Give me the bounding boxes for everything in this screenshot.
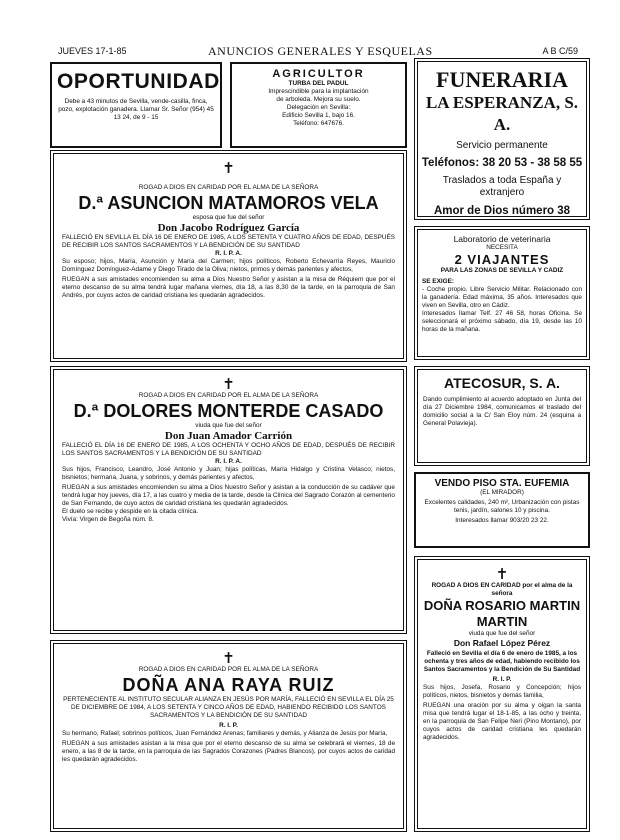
- obituary-rip: R. I. P. A.: [215, 250, 242, 257]
- lab-viajantes: 2 VIAJANTES: [454, 252, 550, 267]
- funeraria-phones: Teléfonos: 38 20 53 - 38 58 55: [421, 157, 583, 169]
- obituary-rip: R. I. P.: [492, 676, 512, 683]
- obituary-duel: El duelo se recibe y despide en la citada clínica.: [62, 508, 199, 515]
- obituary-death: FALLECIÓ EL DÍA 16 DE ENERO DE 1985, A LOS OCHENTA Y OCHO AÑOS DE EDAD, DESPUÉS DE RECIBIR LOS SANTOS SACRAMENTOS Y LA BENDICIÓN DE SU SANTIDAD: [62, 442, 395, 457]
- ad-agricultor-title: AGRICULTOR: [272, 68, 365, 80]
- obituary-family: Sus hijos, Francisco, Leandro, José Antonio y Juan; hijas políticas, María Hidalgo y Cristina Velasco; nietos, bisnietos; hermana, Juana, y sobrinos, y demás parientes y afectos,: [62, 466, 395, 481]
- ad-oportunidad: [50, 62, 222, 148]
- obituary-asuncion-matamoros: [50, 150, 407, 362]
- obituary-name: DOÑA ANA RAYA RUIZ: [122, 675, 335, 695]
- funeraria-address: Amor de Dios número 38: [433, 205, 571, 217]
- obituary-spouse-intro: viuda que fue del señor: [195, 422, 262, 429]
- ad-vendo-piso: [414, 472, 590, 548]
- piso-contact: Interesados llamar 903/20 23 22.: [455, 517, 549, 524]
- obituary-dolores-monterde: [50, 366, 407, 634]
- ad-laboratorio: [414, 226, 590, 360]
- obituary-rip: R. I. P.: [219, 722, 238, 729]
- page-header: [58, 44, 578, 58]
- piso-text: Excelentes calidades, 240 m², Urbanización con pistas tenis, jardín, salones 10 y piscina.: [424, 499, 580, 514]
- obituary-intro: ROGAD A DIOS EN CARIDAD POR EL ALMA DE LA SEÑORA: [138, 184, 319, 191]
- obituary-rip: R. I. P. A.: [215, 458, 242, 465]
- ad-agricultor: [230, 62, 407, 148]
- obituary-spouse: Don Juan Amador Carrión: [164, 430, 293, 442]
- ad-oportunidad-text: Debe a 43 minutos de Sevilla, vende-casilla, finca, pozo, explotación ganadera. Llamar Sr. Señor (954) 45 13 24, de 9 - 15: [58, 98, 214, 121]
- lab-necesita: NECESITA: [486, 244, 518, 251]
- obituary-address: Vivía: Virgen de Begoña núm. 8.: [62, 516, 154, 523]
- obituary-ruegan: RUEGAN una oración por su alma y oigan la santa misa que tendrá lugar el 18-1-85, a las ocho y treinta, en la parroquia de San Felipe Neri (Pino Montano), por cuyos actos de caridad cristiana les quedarán agradecidos.: [423, 702, 581, 741]
- piso-subtitle: (EL MIRADOR): [480, 489, 524, 496]
- obituary-intro: ROGAD A DIOS EN CARIDAD por el alma de la señora: [431, 582, 573, 597]
- ad-funeraria: [414, 58, 590, 220]
- ad-oportunidad-title: OPORTUNIDAD: [57, 70, 220, 93]
- obituary-family: Su esposo; hijos, María, Asunción y María del Carmen; hijos políticos, Roberto Echevarría Reyes, Mauricio Domínguez Domínguez-Adame y Diego Tirado de la Oliva; nietos, primos y demás parientes y afectos,: [62, 258, 395, 273]
- obituary-ruegan: RUEGAN a sus amistades encomienden su alma a Dios Nuestro Señor y asistan a la misa de Réquiem que por el eterno descanso de su alma tendrá lugar mañana viernes, día 18, a las 8,30 de la tarde, en la parroquia de San Andrés, por cuyos actos de caridad cristiana les quedarán agradecidos.: [62, 276, 395, 299]
- ad-agricultor-line: Delegación en Sevilla:: [286, 104, 351, 111]
- obituary-death: FALLECIÓ EN SEVILLA EL DÍA 16 DE ENERO DE 1985, A LOS SETENTA Y CUATRO AÑOS DE EDAD, DESPUÉS DE RECIBIR LOS SANTOS SACRAMENTOS Y LA BENDICIÓN DE SU SANTIDAD: [62, 234, 395, 249]
- ad-agricultor-line: Imprescindible para la implantación: [268, 88, 369, 95]
- cross-icon: ✝: [222, 159, 235, 177]
- obituary-rosario-martin: [414, 556, 590, 832]
- header-date: JUEVES 17-1-85: [58, 46, 127, 56]
- obituary-ruegan: RUEGAN a sus amistades asistan a la misa que por el eterno descanso de su alma se celebrará el viernes, 18 de enero, a las 8 de la tarde, en la parroquia de las Sagrados Corazones (Padres Blancos), por cuyos actos de caridad les quedarán agradecidos.: [62, 740, 395, 763]
- cross-icon: ✝: [222, 375, 235, 393]
- obituary-intro: ROGAD A DIOS EN CARIDAD POR EL ALMA DE LA SEÑORA: [138, 666, 319, 673]
- funeraria-title: FUNERARIA: [436, 67, 568, 92]
- ad-agricultor-line: TURBA DEL PADUL: [288, 80, 349, 87]
- cross-icon: ✝: [495, 565, 509, 583]
- funeraria-transfers: Traslados a toda España y extranjero: [442, 175, 562, 198]
- cross-icon: ✝: [222, 649, 235, 667]
- funeraria-company: LA ESPERANZA, S. A.: [425, 93, 579, 134]
- obituary-intro: ROGAD A DIOS EN CARIDAD POR EL ALMA DE LA SEÑORA: [138, 392, 319, 399]
- obituary-spouse: Don Jacobo Rodríguez García: [157, 222, 300, 234]
- obituary-name: DOÑA ROSARIO MARTIN: [423, 598, 581, 613]
- obituary-spouse-intro: viuda que fue del señor: [468, 630, 536, 637]
- lab-exige: SE EXIGE:: [422, 278, 454, 285]
- lab-title: Laboratorio de veterinaria: [453, 234, 551, 244]
- obituary-ana-raya: [50, 640, 407, 832]
- lab-requirements: - Coche propio. Libre Servicio Militar. Relacionado con la ganadería. Edad máxima, 35 años. Interesados que viven en Sevilla, otro en Cádiz.: [422, 286, 582, 309]
- obituary-name: D.ª DOLORES MONTERDE CASADO: [73, 401, 384, 421]
- atecosur-text: Dando cumplimiento al acuerdo adoptado en Junta del día 27 Diciembre 1984, comunicamos el traslado del domicilio social a la C/ San Eloy núm. 24 (esquina a General Polavieja).: [423, 396, 581, 427]
- ad-atecosur: [414, 366, 590, 466]
- ad-agricultor-line: Edificio Sevilla 1, bajo 16.: [282, 112, 355, 119]
- obituary-family: Sus hijos, Josefa, Rosario y Concepción; hijos políticos, nietos, bisnietos y demás familia,: [423, 684, 581, 699]
- obituary-spouse: Don Rafael López Pérez: [453, 638, 551, 648]
- obituary-ruegan: RUEGAN a sus amistades encomienden su alma a Dios Nuestro Señor y asistan a la conducción de su cadáver que tendrá lugar hoy jueves, día 17, a las cuatro y media de la tarde, desde la Clínica del Sagrado Corazón al cementerio de San Fernando, de cuyo actos de caridad cristiana les quedarán agradecidos.: [62, 484, 395, 507]
- piso-title: VENDO PISO STA. EUFEMIA: [434, 478, 570, 489]
- obituary-name: MARTIN: [476, 614, 528, 629]
- atecosur-title: ATECOSUR, S. A.: [444, 375, 560, 391]
- header-page-number: A B C/59: [542, 46, 578, 56]
- header-section-title: ANUNCIOS GENERALES Y ESQUELAS: [208, 44, 433, 58]
- obituary-name: D.ª ASUNCION MATAMOROS VELA: [78, 193, 379, 213]
- funeraria-service: Servicio permanente: [456, 140, 548, 151]
- obituary-death: Falleció en Sevilla el día 6 de enero de 1985, a los ochenta y tres años de edad, habiendo recibido los Santos Sacramentos y la Bendición de Su Santidad: [423, 650, 581, 673]
- lab-contact: Interesados llamar Telf. 27 46 58, horas Oficina. Se seleccionará el próximo sábado, día 19, desde las 10 horas de la mañana.: [422, 310, 582, 333]
- ad-agricultor-line: Teléfono: 647676.: [293, 120, 344, 127]
- lab-zones: PARA LAS ZONAS DE SEVILLA Y CADIZ: [440, 267, 564, 274]
- obituary-family: Su hermano, Rafael; sobrinos políticos, Juan Fernández Arenas; familiares y demás, y Alianza de Jesús por María,: [62, 730, 388, 737]
- obituary-spouse-intro: esposa que fue del señor: [192, 214, 265, 221]
- ad-agricultor-line: de arboleda. Mejora su suelo.: [276, 96, 361, 103]
- obituary-death: PERTENECIENTE AL INSTITUTO SECULAR ALIANZA EN JESÚS POR MARÍA, FALLECIÓ EN SEVILLA EL DÍA 25 DE DICIEMBRE DE 1984, A LOS SETENTA Y CINCO AÑOS DE EDAD, HABIENDO RECIBIDO LOS SANTOS SACRAMENTOS Y LA BENDICIÓN DE SU SANTIDAD: [63, 696, 394, 719]
